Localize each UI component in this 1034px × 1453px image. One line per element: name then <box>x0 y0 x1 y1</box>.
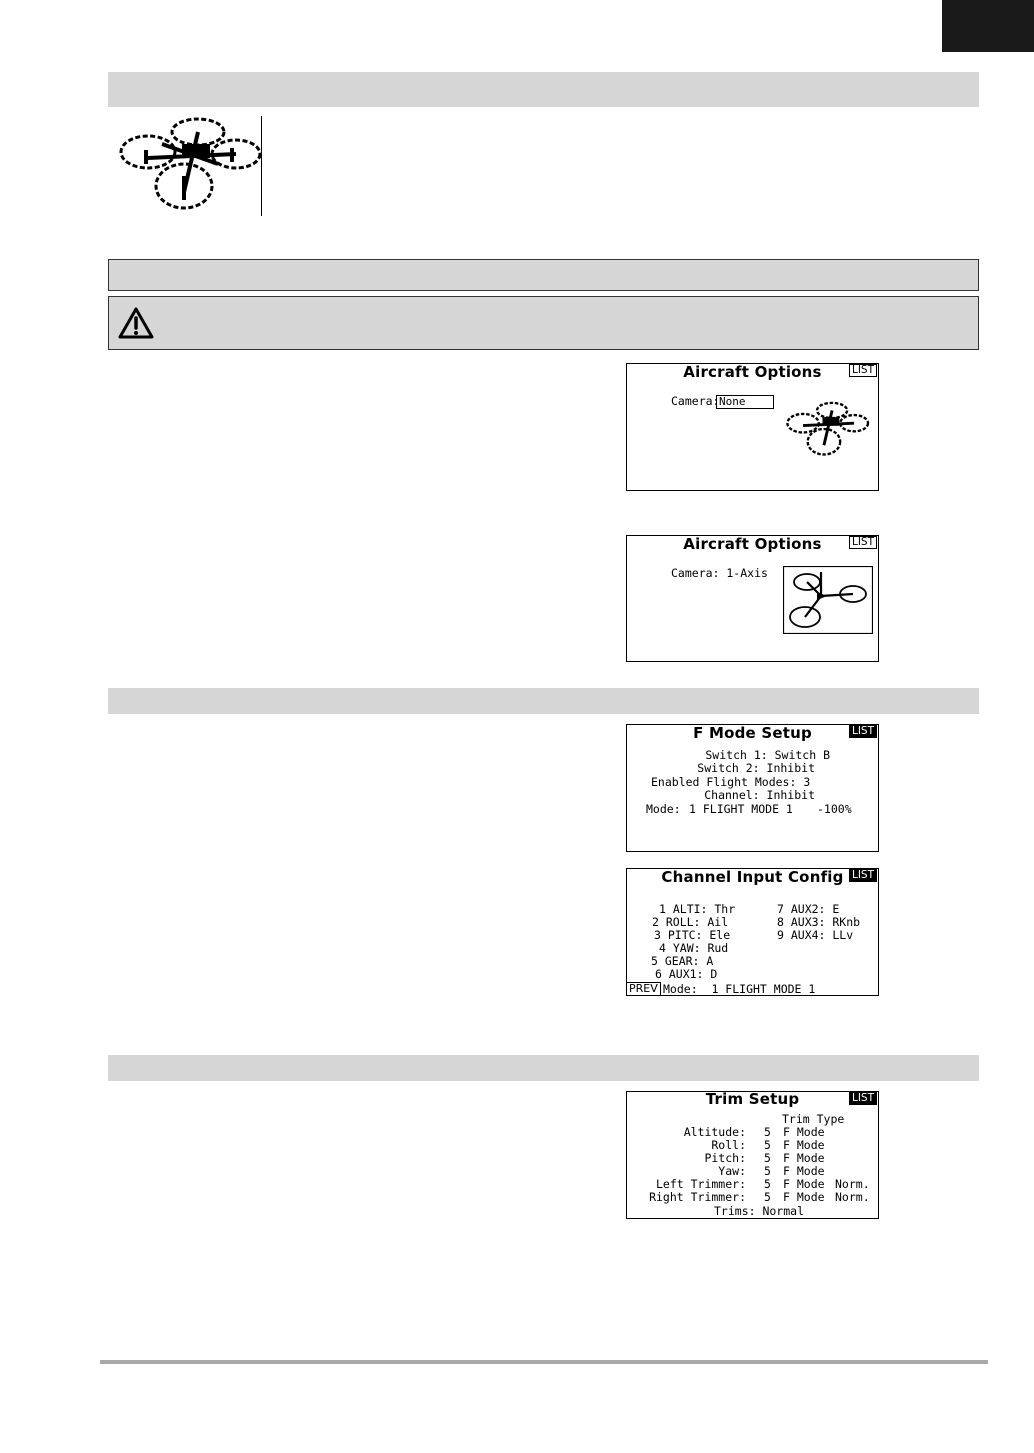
channel-6[interactable]: 6 AUX1: D <box>655 967 718 981</box>
mode-percent[interactable]: -100% <box>817 802 852 816</box>
trim-row-label: Pitch: <box>704 1151 746 1165</box>
mode-label: Mode: <box>646 802 681 816</box>
trim-row-label: Left Trimmer: <box>655 1177 746 1191</box>
lcd-title: F Mode Setup <box>693 724 812 742</box>
trim-row-type[interactable]: F Mode <box>783 1177 825 1191</box>
section-bar-4 <box>108 1055 979 1081</box>
list-tag[interactable]: LIST <box>849 869 877 882</box>
illustration-divider <box>261 116 262 216</box>
channel-1[interactable]: 1 ALTI: Thr <box>659 902 736 916</box>
channel-7[interactable]: 7 AUX2: E <box>777 902 840 916</box>
lcd-title: Aircraft Options <box>683 535 822 553</box>
channel-8[interactable]: 8 AUX3: RKnb <box>777 915 861 929</box>
warning-bar <box>108 296 979 350</box>
lcd-aircraft-options-1axis <box>626 535 879 662</box>
warning-icon <box>117 306 155 340</box>
lcd-title: Channel Input Config <box>661 868 844 886</box>
camera-setting[interactable]: Camera: 1-Axis <box>671 566 768 580</box>
trim-row-type[interactable]: F Mode <box>783 1151 825 1165</box>
trim-row-type[interactable]: F Mode <box>783 1164 825 1178</box>
trim-row-value[interactable]: 5 <box>764 1125 771 1139</box>
trim-row-value[interactable]: 5 <box>764 1190 771 1204</box>
trim-row-value[interactable]: 5 <box>764 1138 771 1152</box>
channel-9[interactable]: 9 AUX4: LLv <box>777 928 854 942</box>
lcd-title: Aircraft Options <box>683 363 822 381</box>
trim-row-type[interactable]: F Mode <box>783 1190 825 1204</box>
switch-2-setting[interactable]: Switch 2: Inhibit <box>697 761 815 775</box>
section-bar-1 <box>108 72 979 107</box>
trim-row-type[interactable]: F Mode <box>783 1138 825 1152</box>
trim-row-label: Right Trimmer: <box>649 1190 746 1204</box>
section-bar-2 <box>108 259 979 291</box>
switch-1-setting[interactable]: Switch 1: Switch B <box>705 748 830 762</box>
trim-row-label: Altitude: <box>683 1125 746 1139</box>
list-tag[interactable]: LIST <box>849 725 877 738</box>
lcd-trim-setup <box>626 1091 879 1219</box>
mode-value[interactable]: 1 FLIGHT MODE 1 <box>689 802 793 816</box>
quadcopter-icon <box>118 114 264 214</box>
channel-setting[interactable]: Channel: Inhibit <box>704 788 815 802</box>
trim-type-header: Trim Type <box>782 1112 845 1126</box>
enabled-flight-modes[interactable]: Enabled Flight Modes: 3 <box>651 775 811 789</box>
lcd-aircraft-options-none <box>626 363 879 491</box>
trim-row-extra[interactable]: Norm. <box>835 1177 870 1191</box>
trim-row-value[interactable]: 5 <box>764 1177 771 1191</box>
lcd-title: Trim Setup <box>705 1091 800 1108</box>
quadcopter-icon <box>785 400 871 458</box>
camera-field[interactable]: None <box>716 395 774 409</box>
page-corner-tab <box>942 0 1034 52</box>
trim-row-extra[interactable]: Norm. <box>835 1190 870 1204</box>
list-tag[interactable]: LIST <box>849 364 877 377</box>
trim-row-type[interactable]: F Mode <box>783 1125 825 1139</box>
quadcopter-camera-icon <box>783 566 873 634</box>
channel-2[interactable]: 2 ROLL: Ail <box>652 915 729 929</box>
lcd-channel-input-config <box>626 868 879 996</box>
trim-row-value[interactable]: 5 <box>764 1164 771 1178</box>
channel-3[interactable]: 3 PITC: Ele <box>654 928 731 942</box>
channel-5[interactable]: 5 GEAR: A <box>651 954 714 968</box>
trim-row-value[interactable]: 5 <box>764 1151 771 1165</box>
list-tag[interactable]: LIST <box>849 1092 877 1105</box>
lcd-f-mode-setup <box>626 724 879 852</box>
section-bar-3 <box>108 688 979 714</box>
list-tag[interactable]: LIST <box>849 536 877 549</box>
trims-footer[interactable]: Trims: Normal <box>714 1204 805 1218</box>
channel-4[interactable]: 4 YAW: Rud <box>659 941 729 955</box>
footer-divider <box>100 1360 988 1364</box>
prev-button[interactable]: PREV <box>627 982 661 995</box>
trim-row-label: Roll: <box>711 1138 746 1152</box>
mode-readout[interactable]: Mode: 1 FLIGHT MODE 1 <box>663 982 816 996</box>
camera-label: Camera: <box>671 394 720 408</box>
trim-row-label: Yaw: <box>718 1164 746 1178</box>
